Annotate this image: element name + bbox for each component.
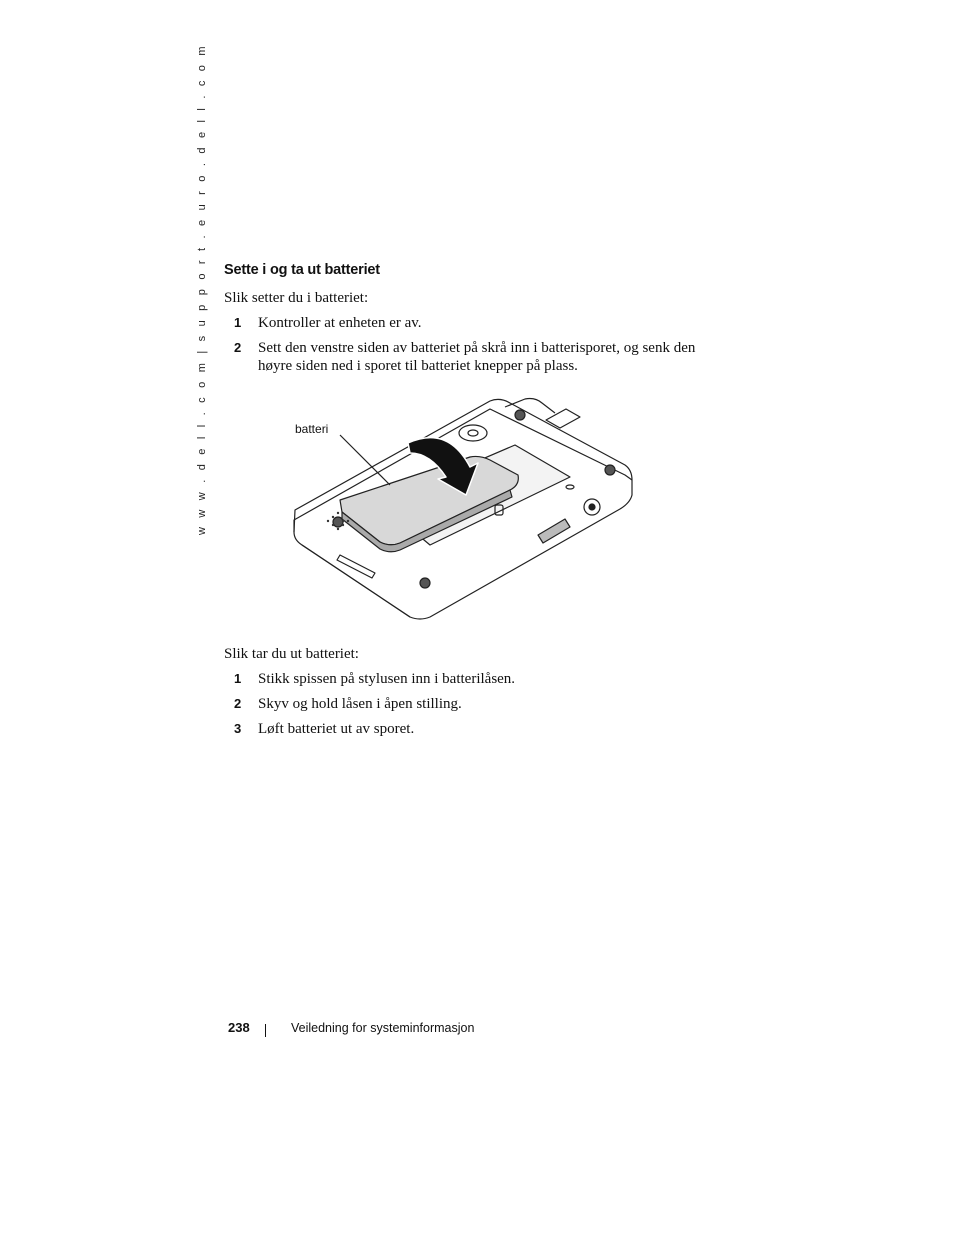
step-number: 2 bbox=[234, 340, 242, 355]
screw-icon bbox=[515, 410, 525, 420]
step-number: 1 bbox=[234, 315, 242, 330]
remove-step-1 bbox=[224, 670, 704, 688]
footer-doc-title: Veiledning for systeminformasjon bbox=[291, 1021, 475, 1035]
footer-divider bbox=[265, 1024, 266, 1037]
insert-step-2 bbox=[224, 339, 704, 375]
battery-callout-label: batteri bbox=[295, 422, 329, 436]
step-number: 1 bbox=[234, 671, 242, 686]
battery-insertion-illustration bbox=[280, 395, 650, 625]
step-text: Stikk spissen på stylusen inn i batterilåsen. bbox=[258, 671, 516, 687]
step-text: Skyv og hold låsen i åpen stilling. bbox=[258, 696, 462, 712]
page-number: 238 bbox=[228, 1020, 250, 1035]
step-text: Løft batteriet ut av sporet. bbox=[258, 721, 415, 737]
section-heading: Sette i og ta ut batteriet bbox=[224, 262, 380, 278]
side-url: w w w . d e l l . c o m | s u p p o r t . e u r o . d e l l . c o m bbox=[196, 43, 208, 535]
step-number: 3 bbox=[234, 721, 242, 736]
insert-intro: Slik setter du i batteriet: bbox=[224, 290, 369, 306]
step-number: 2 bbox=[234, 696, 242, 711]
step-text: Kontroller at enheten er av. bbox=[258, 315, 422, 331]
remove-step-2 bbox=[224, 695, 704, 713]
screw-icon bbox=[605, 465, 615, 475]
remove-intro: Slik tar du ut batteriet: bbox=[224, 646, 359, 662]
remove-step-3 bbox=[224, 720, 704, 738]
screw-icon bbox=[333, 517, 343, 527]
step-text: Sett den venstre siden av batteriet på skrå inn i batterisporet, og senk den høyre siden ned i sporet til batteriet knepper på plass. bbox=[258, 340, 696, 374]
insert-step-1 bbox=[224, 314, 704, 332]
screw-icon bbox=[420, 578, 430, 588]
